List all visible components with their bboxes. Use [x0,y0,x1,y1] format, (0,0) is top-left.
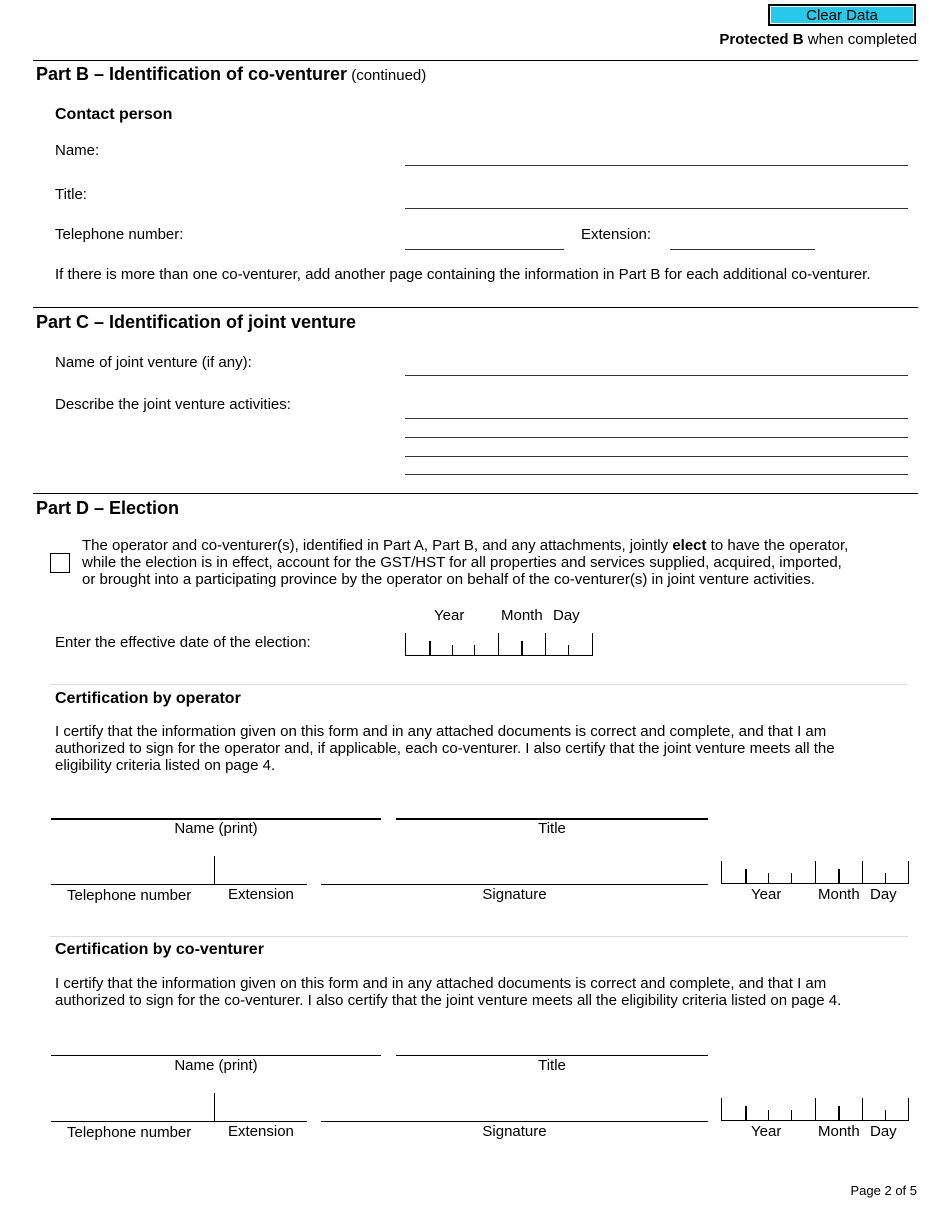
operator-year-label: Year [751,886,782,903]
coventurer-extension-label: Extension [228,1123,294,1140]
activities-field-line-2[interactable] [405,437,908,438]
date-tick [521,641,523,655]
election-elect-word: elect [672,537,707,554]
date-tick [568,645,569,655]
election-line-3: or brought into a participating province by the operator on behalf of the co-venturer(s) in joint venture activities. [82,571,815,588]
part-b-title-text: Part B – Identification of co-venturer [36,64,348,84]
protected-b-notice [719,31,917,48]
operator-signature-field[interactable] [321,884,708,885]
part-b-note: If there is more than one co-venturer, add another page containing the information in Part B for each additional co-venturer. [55,266,871,283]
election-text-2: to have the operator, [706,537,849,554]
activities-field-line-3[interactable] [405,456,908,457]
cert-operator-heading: Certification by operator [55,690,241,707]
coventurer-name-field[interactable] [51,1055,381,1056]
protected-b-label: Protected B [719,31,804,48]
coventurer-telephone-field[interactable] [51,1121,307,1122]
operator-title-label: Title [538,820,566,837]
date-tick [452,645,453,655]
date-tick [885,873,886,883]
operator-extension-label: Extension [228,886,294,903]
date-tick [768,873,769,883]
operator-signature-label: Signature [482,886,547,903]
date-tick [791,1110,792,1120]
date-month-label: Month [501,607,543,624]
coventurer-signature-label: Signature [482,1123,547,1140]
joint-venture-name-field[interactable] [405,375,908,376]
section-divider [33,60,918,61]
cert-operator-line-3: eligibility criteria listed on page 4. [55,757,276,774]
coventurer-day-label: Day [870,1123,897,1140]
coventurer-name-print-label: Name (print) [174,1057,258,1074]
telephone-label: Telephone number: [55,226,184,243]
coventurer-title-label: Title [538,1057,566,1074]
date-day-label: Day [553,607,580,624]
election-checkbox[interactable] [50,553,70,573]
activities-field-line-4[interactable] [405,474,908,475]
cert-operator-statement [55,723,835,774]
part-b-title [36,64,426,85]
coventurer-year-label: Year [751,1123,782,1140]
date-tick [862,1098,863,1120]
date-tick [862,861,863,883]
contact-title-field[interactable] [405,208,908,209]
protected-b-suffix: when completed [803,31,917,48]
effective-date-input[interactable] [405,633,593,656]
title-label: Title: [55,186,87,203]
part-b-continued: (continued) [347,67,427,84]
date-tick [815,1098,816,1120]
effective-date-label: Enter the effective date of the election: [55,634,311,651]
activities-label: Describe the joint venture activities: [55,396,291,413]
contact-extension-field[interactable] [670,249,815,250]
activities-field-line-1[interactable] [405,418,908,419]
part-d-title: Part D – Election [36,498,180,518]
date-tick [791,873,792,883]
operator-extension-divider [214,856,215,884]
election-line-1 [82,537,848,554]
joint-venture-name-label: Name of joint venture (if any): [55,354,252,371]
coventurer-extension-divider [214,1093,215,1121]
election-statement [82,537,848,588]
contact-person-heading: Contact person [55,106,173,123]
coventurer-signature-field[interactable] [321,1121,708,1122]
name-label: Name: [55,142,100,159]
election-text-1: The operator and co-venturer(s), identified in Part A, Part B, and any attachments, jointly [82,537,673,554]
operator-day-label: Day [870,886,897,903]
date-tick [768,1110,769,1120]
date-tick [429,641,431,655]
page-number: Page 2 of 5 [850,1183,917,1198]
section-divider [33,307,918,308]
contact-telephone-field[interactable] [405,249,564,250]
section-separator [50,936,908,937]
section-divider [33,493,918,494]
operator-telephone-label: Telephone number [67,887,192,904]
coventurer-title-field[interactable] [396,1055,708,1056]
cert-coventurer-line-2: authorized to sign for the co-venturer. I also certify that the joint venture meets all the eligibility criteria listed on page 4. [55,992,842,1009]
election-line-2: while the election is in effect, account for the GST/HST for all properties and services supplied, acquired, imported, [82,554,842,571]
cert-coventurer-heading: Certification by co-venturer [55,941,264,958]
date-tick [745,1106,747,1120]
date-tick [885,1110,886,1120]
date-tick [474,645,475,655]
date-tick [838,869,840,883]
contact-name-field[interactable] [405,165,908,166]
date-year-label: Year [434,607,465,624]
date-tick [815,861,816,883]
cert-operator-line-2: authorized to sign for the operator and, if applicable, each co-venturer. I also certify that the joint venture meets all the [55,740,835,757]
date-tick [838,1106,840,1120]
coventurer-telephone-label: Telephone number [67,1124,192,1141]
cert-coventurer-line-1: I certify that the information given on this form and in any attached documents is correct and complete, and that I am [55,975,827,992]
section-separator [50,684,908,685]
part-c-title: Part C – Identification of joint venture [36,312,357,332]
date-tick [745,869,747,883]
clear-data-button[interactable]: Clear Data [769,5,915,25]
date-tick [498,633,499,655]
operator-month-label: Month [818,886,860,903]
cert-coventurer-statement [55,975,841,1009]
operator-name-print-label: Name (print) [174,820,258,837]
coventurer-month-label: Month [818,1123,860,1140]
coventurer-date-input[interactable] [721,1098,909,1121]
extension-label: Extension: [581,226,652,243]
date-tick [545,633,546,655]
operator-date-input[interactable] [721,861,909,884]
operator-telephone-field[interactable] [51,884,307,885]
cert-operator-line-1: I certify that the information given on this form and in any attached documents is correct and complete, and that I am [55,723,827,740]
